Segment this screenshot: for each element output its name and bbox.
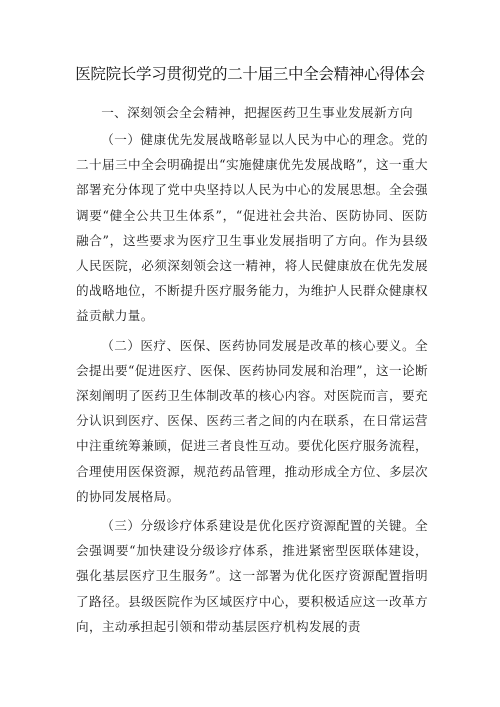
document-body bbox=[76, 100, 428, 639]
paragraph-1: （一）健康优先发展战略彰显以人民为中心的理念。党的二十届三中全会明确提出“实施健康优先发展战略”，这一重大部署充分体现了党中央坚持以人民为中心的发展思想。全会强调要“健全公共卫生体系”，“促进社会共治、医防协同、医防融合”，这些要求为医疗卫生事业发展指明了方向。作为县级人民医院，必须深刻领会这一精神，将人民健康放在优先发展的战略地位，不断提升医疗服务能力，为维护人民群众健康权益贡献力量。 bbox=[76, 132, 428, 324]
paragraph-3: （三）分级诊疗体系建设是优化医疗资源配置的关键。全会强调要“加快建设分级诊疗体系，推进紧密型医联体建设，强化基层医疗卫生服务”。这一部署为优化医疗资源配置指明了路径。县级医院作为区域医疗中心，要积极适应这一改革方向，主动承担起引领和带动基层医疗机构发展的责 bbox=[76, 518, 428, 634]
section-heading: 一、深刻领会全会精神，把握医药卫生事业发展新方向 bbox=[101, 105, 414, 120]
document-title: 医院院长学习贯彻党的二十届三中全会精神心得体会 bbox=[75, 65, 425, 83]
paragraph-2: （二）医疗、医保、医药协同发展是改革的核心要义。全会提出要“促进医疗、医保、医药协同发展和治理”，这一论断深刻阐明了医药卫生体制改革的核心内容。对医院而言，要充分认识到医疗、医保、医药三者之间的内在联系，在日常运营中注重统筹兼顾，促进三者良性互动。要优化医疗服务流程，合理使用医保资源，规范药品管理，推动形成全方位、多层次的协同发展格局。 bbox=[76, 337, 428, 504]
